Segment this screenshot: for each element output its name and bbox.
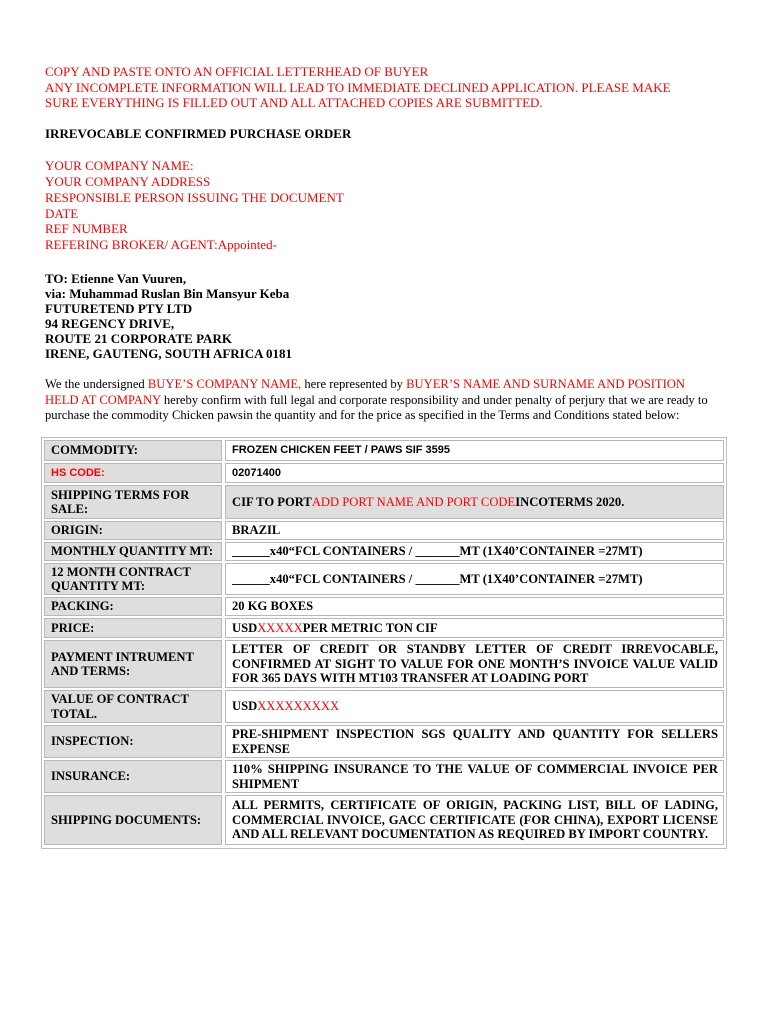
intro-buyer-name: BUYER’S NAME AND SURNAME AND POSITION HELD AT COMPANY: [45, 377, 685, 407]
contract-value-value: [225, 690, 724, 723]
recipient-address-2: ROUTE 21 CORPORATE PARK: [45, 331, 232, 346]
shipping-terms-label: SHIPPING TERMS FOR SALE:: [44, 485, 222, 519]
shipping-documents-value-cell: [225, 795, 724, 845]
insurance-value: 110% SHIPPING INSURANCE TO THE VALUE OF COMMERCIAL INVOICE PER SHIPMENT: [232, 762, 718, 791]
intro-buyer-company: BUYE’S COMPANY NAME,: [147, 377, 302, 391]
table-row-insurance: [44, 760, 724, 793]
shipping-documents-label: SHIPPING DOCUMENTS:: [44, 795, 222, 845]
intro-paragraph: [45, 377, 721, 424]
payment-label: PAYMENT INTRUMENT AND TERMS:: [44, 640, 222, 688]
buyer-field-company-address: YOUR COMPANY ADDRESS: [45, 174, 211, 189]
shipping-terms-value: [225, 485, 724, 519]
table-row-shipping-terms: [44, 485, 724, 519]
shipping-terms-text-b: INCOTERMS 2020.: [515, 494, 625, 509]
intro-text-1: We the undersigned: [45, 377, 148, 391]
buyer-field-responsible-person: RESPONSIBLE PERSON ISSUING THE DOCUMENT: [45, 190, 344, 205]
table-row-contract-value: [44, 690, 724, 723]
table-row-monthly-quantity: [44, 542, 724, 561]
table-row-payment: [44, 640, 724, 688]
payment-value: LETTER OF CREDIT OR STANDBY LETTER OF CREDIT IRREVOCABLE, CONFIRMED AT SIGHT TO VALUE FOR ONE MONTH’S INVOICE VALUE VALID FOR 365 DAYS WITH MT103 TRANSFER AT LOADING PORT: [232, 642, 718, 686]
table-row-hs-code: [44, 463, 724, 483]
warning-line-1: COPY AND PASTE ONTO AN OFFICIAL LETTERHEAD OF BUYER: [45, 64, 429, 79]
intro-text-2: here represented by: [301, 377, 407, 391]
recipient-to: TO: Etienne Van Vuuren,: [45, 271, 187, 286]
warning-line-3: SURE EVERYTHING IS FILLED OUT AND ALL ATTACHED COPIES ARE SUBMITTED.: [45, 95, 543, 110]
contract-value-currency: USD: [232, 699, 258, 714]
recipient-address-3: IRENE, GAUTENG, SOUTH AFRICA 0181: [45, 346, 293, 361]
packing-label: PACKING:: [44, 597, 222, 616]
recipient-address-1: 94 REGENCY DRIVE,: [45, 316, 175, 331]
price-value: [225, 618, 724, 638]
price-unit: PER METRIC TON CIF: [302, 620, 438, 635]
table-row-shipping-documents: [44, 795, 724, 845]
price-currency: USD: [232, 620, 258, 635]
inspection-label: INSPECTION:: [44, 725, 222, 758]
origin-label: ORIGIN:: [44, 521, 222, 540]
shipping-documents-value: ALL PERMITS, CERTIFICATE OF ORIGIN, PACKING LIST, BILL OF LADING, COMMERCIAL INVOICE, GACC CERTIFICATE (FOR CHINA), EXPORT LICENSE AND ALL RELEVANT DOCUMENTATION AS REQUIRED BY IMPORT COUNTRY.: [232, 798, 718, 842]
document-title: IRREVOCABLE CONFIRMED PURCHASE ORDER: [45, 126, 352, 141]
table-row-contract-quantity: [44, 563, 724, 595]
table-row-price: [44, 618, 724, 638]
buyer-field-ref-number: REF NUMBER: [45, 221, 128, 236]
warning-line-2: ANY INCOMPLETE INFORMATION WILL LEAD TO IMMEDIATE DECLINED APPLICATION. PLEASE MAKE: [45, 80, 671, 95]
table-row-packing: [44, 597, 724, 616]
contract-value-placeholder: XXXXXXXXX: [257, 699, 340, 714]
origin-value: BRAZIL: [225, 521, 724, 540]
contract-quantity-value: ______x40“FCL CONTAINERS / _______MT (1X40’CONTAINER =27MT): [225, 563, 724, 595]
hs-code-value: 02071400: [225, 463, 724, 483]
hs-code-label: HS CODE:: [44, 463, 222, 483]
packing-value: 20 KG BOXES: [225, 597, 724, 616]
buyer-field-date: DATE: [45, 206, 79, 221]
recipient-company: FUTURETEND PTY LTD: [45, 301, 193, 316]
commodity-label: COMMODITY:: [44, 440, 222, 461]
contract-quantity-label: 12 MONTH CONTRACT QUANTITY MT:: [44, 563, 222, 595]
commodity-value: FROZEN CHICKEN FEET / PAWS SIF 3595: [225, 440, 724, 461]
shipping-terms-text-a: CIF TO PORT: [232, 494, 312, 509]
inspection-value-cell: [225, 725, 724, 758]
terms-table: [41, 437, 727, 849]
payment-value-cell: [225, 640, 724, 688]
inspection-value: PRE-SHIPMENT INSPECTION SGS QUALITY AND QUANTITY FOR SELLERS EXPENSE: [232, 727, 718, 756]
buyer-field-broker: REFERING BROKER/ AGENT:Appointed-: [45, 237, 277, 252]
price-placeholder: XXXXX: [257, 620, 303, 635]
monthly-quantity-value: ______x40“FCL CONTAINERS / _______MT (1X40’CONTAINER =27MT): [225, 542, 724, 561]
shipping-terms-port-placeholder: ADD PORT NAME AND PORT CODE: [311, 494, 516, 509]
intro-text-3: hereby confirm with full legal and corporate responsibility and under penalty of perjury that we are ready to purchase the commodity Chicken pawsin the quantity and for the price as specified in the Terms and Conditions stated below:: [45, 392, 708, 422]
contract-value-label: VALUE OF CONTRACT TOTAL.: [44, 690, 222, 723]
table-row-origin: [44, 521, 724, 540]
monthly-quantity-label: MONTHLY QUANTITY MT:: [44, 542, 222, 561]
table-row-inspection: [44, 725, 724, 758]
recipient-via: via: Muhammad Ruslan Bin Mansyur Keba: [45, 286, 290, 301]
table-row-commodity: [44, 440, 724, 461]
insurance-label: INSURANCE:: [44, 760, 222, 793]
price-label: PRICE:: [44, 618, 222, 638]
buyer-field-company-name: YOUR COMPANY NAME:: [45, 158, 194, 173]
insurance-value-cell: [225, 760, 724, 793]
